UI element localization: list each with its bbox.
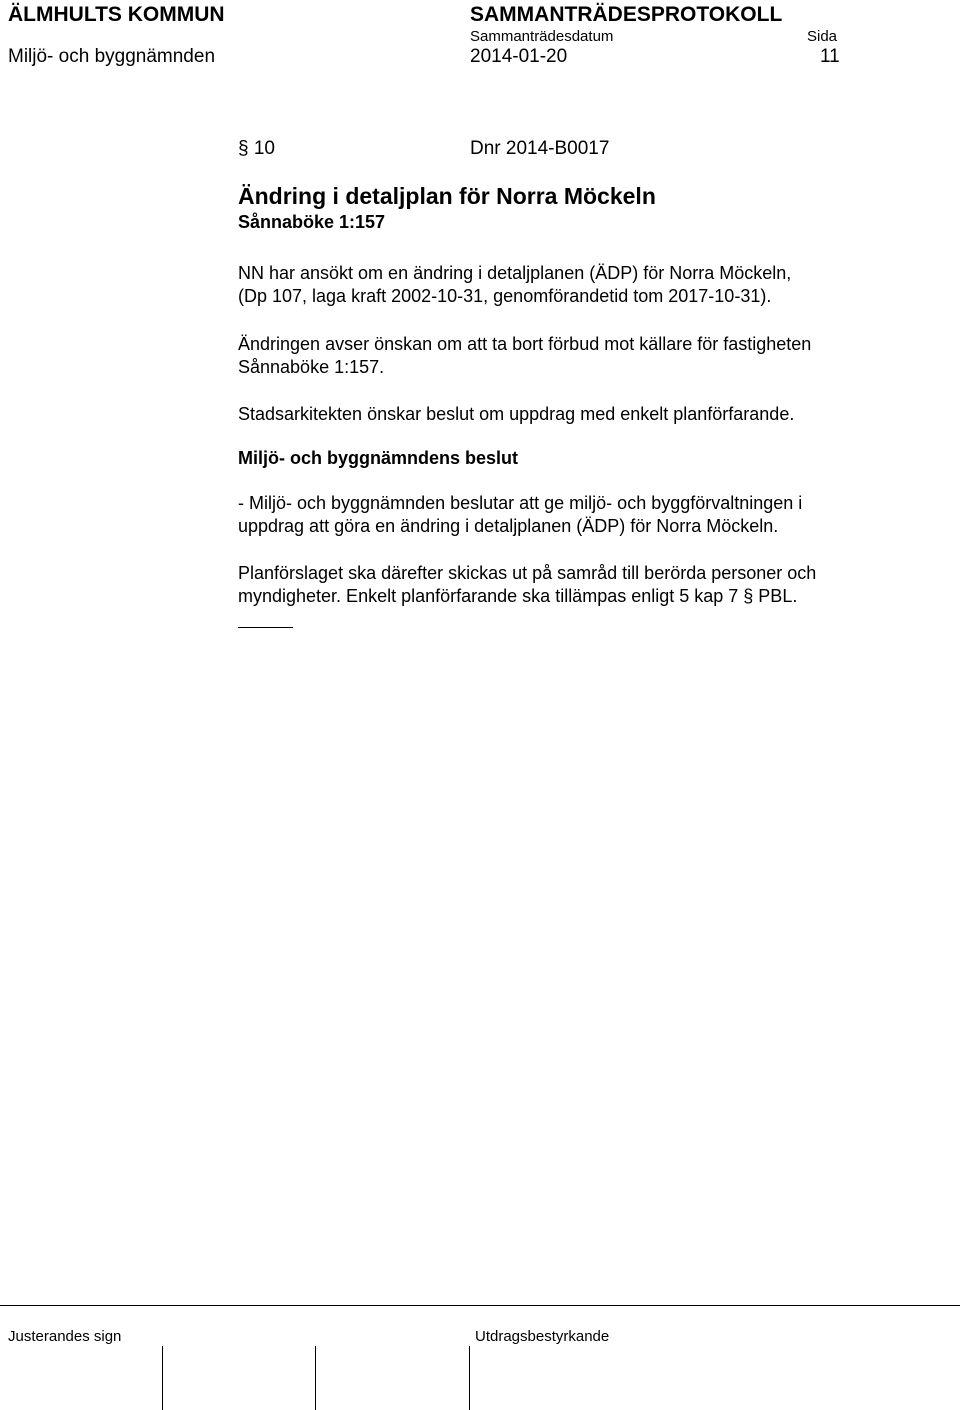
organization-name: ÄLMHULTS KOMMUN (8, 3, 225, 26)
text-line: - Miljö- och byggnämnden beslutar att ge miljö- och byggförvaltningen i (238, 493, 803, 513)
diary-number: Dnr 2014-B0017 (470, 138, 610, 159)
footer-divider (0, 1305, 960, 1306)
text-line: Sånnaböke 1:157. (238, 357, 385, 377)
text-line: Ändringen avser önskan om att ta bort förbud mot källare för fastigheten (238, 334, 812, 354)
text-line: Planförslaget ska därefter skickas ut på samråd till berörda personer och (238, 563, 817, 583)
end-rule (238, 627, 293, 628)
signature-divider (315, 1346, 316, 1410)
item-subheading: Sånnaböke 1:157 (238, 212, 386, 232)
decision-heading: Miljö- och byggnämndens beslut (238, 448, 519, 468)
paragraph-application (238, 262, 938, 308)
page-number: 11 (820, 46, 840, 67)
document-title: SAMMANTRÄDESPROTOKOLL (470, 3, 783, 26)
utdragsbestyrkande-label: Utdragsbestyrkande (475, 1328, 610, 1345)
signature-divider (162, 1346, 163, 1410)
committee-name: Miljö- och byggnämnden (8, 46, 216, 67)
paragraph-change-description (238, 333, 938, 379)
text-line: myndigheter. Enkelt planförfarande ska tillämpas enligt 5 kap 7 § PBL. (238, 586, 798, 606)
justerandes-sign-label: Justerandes sign (8, 1328, 122, 1345)
text-line: (Dp 107, laga kraft 2002-10-31, genomförandetid tom 2017-10-31). (238, 286, 772, 306)
text-line: NN har ansökt om en ändring i detaljplanen (ÄDP) för Norra Möckeln, (238, 263, 792, 283)
text-line: uppdrag att göra en ändring i detaljplanen (ÄDP) för Norra Möckeln. (238, 516, 779, 536)
paragraph-architect-request (238, 403, 938, 426)
item-heading: Ändring i detaljplan för Norra Möckeln (238, 183, 656, 209)
signature-divider (469, 1346, 470, 1410)
page-label: Sida (807, 28, 838, 45)
date-label: Sammanträdesdatum (470, 28, 614, 45)
paragraph-reference: § 10 (238, 138, 275, 159)
paragraph-consultation (238, 562, 938, 608)
text-line: Stadsarkitekten önskar beslut om uppdrag med enkelt planförfarande. (238, 404, 795, 424)
meeting-date: 2014-01-20 (470, 46, 568, 67)
paragraph-decision (238, 492, 938, 538)
